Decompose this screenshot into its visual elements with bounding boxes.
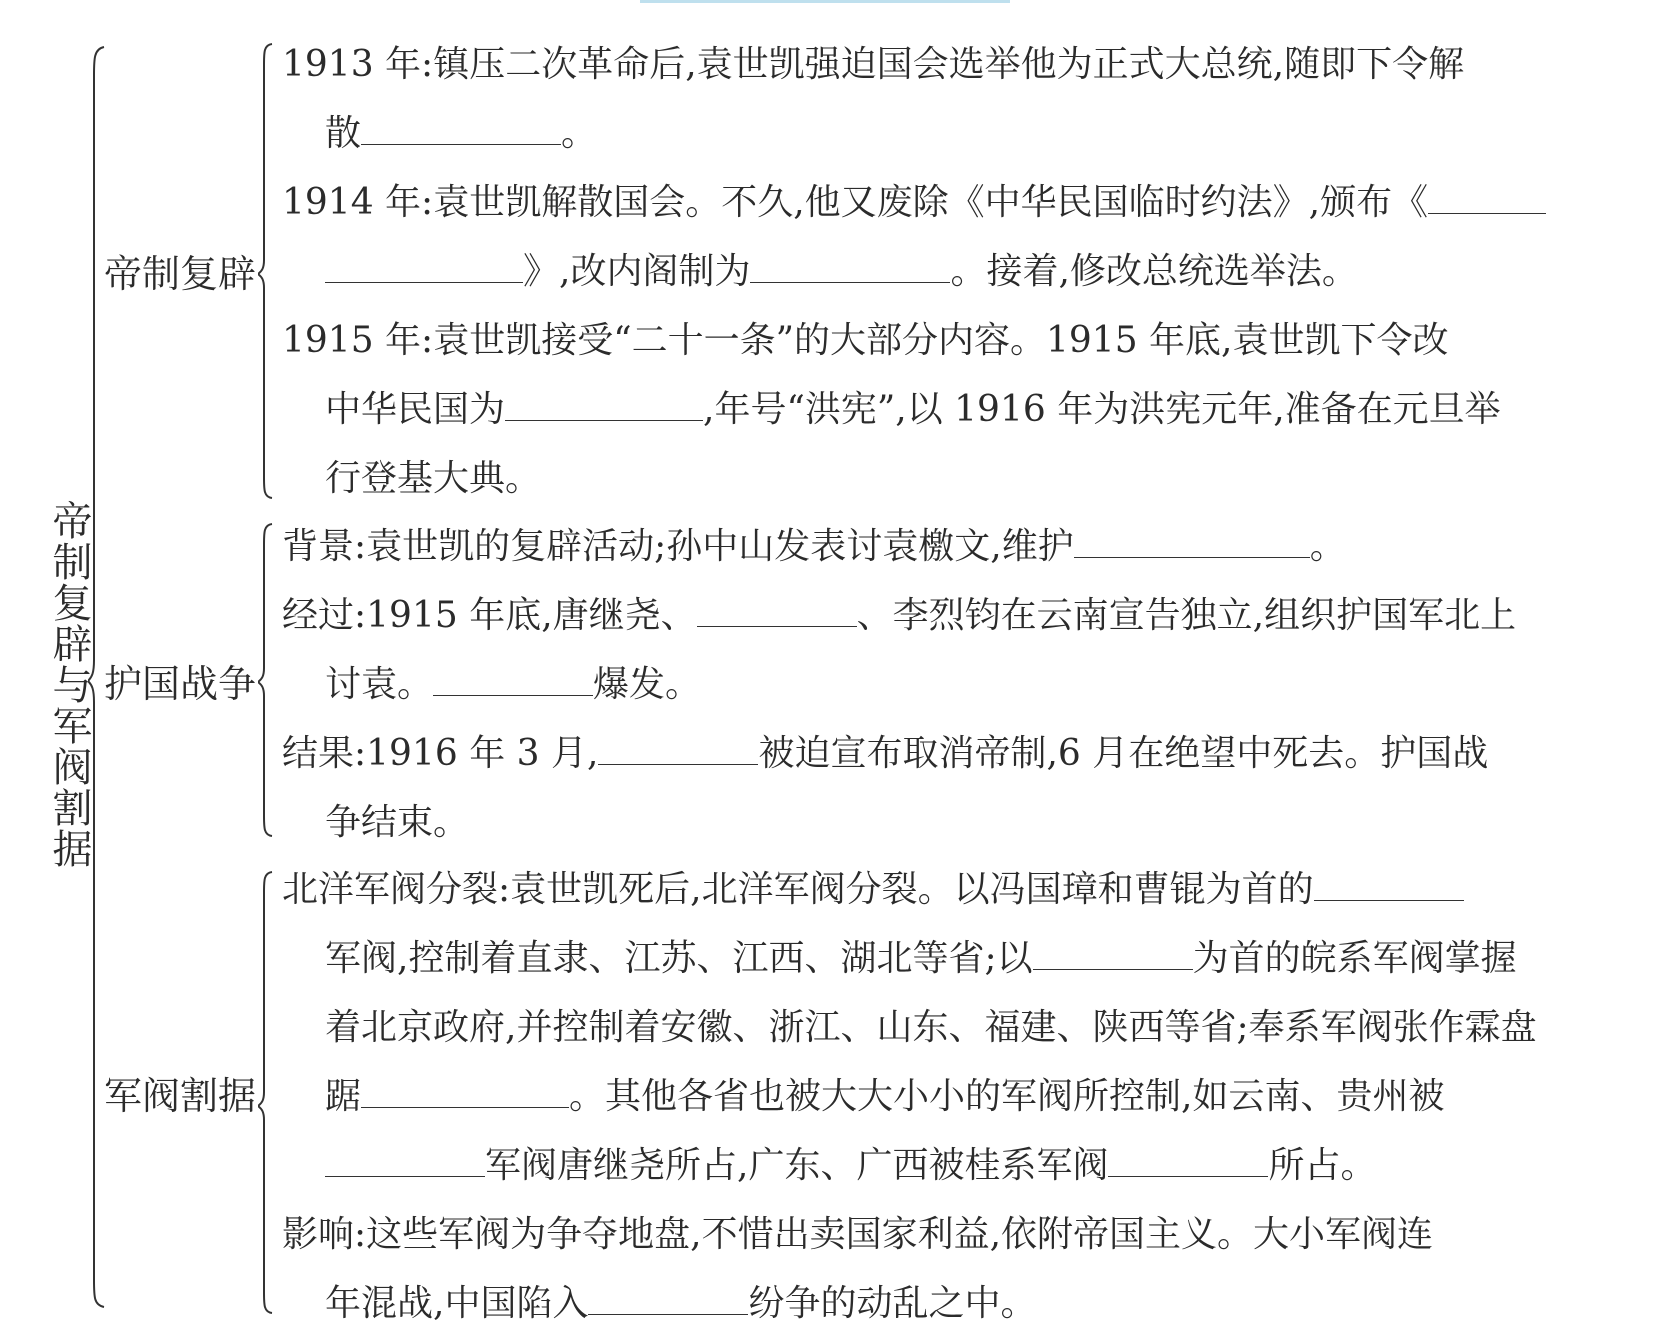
fill-blank[interactable]	[1108, 1146, 1268, 1177]
text-line: 1913 年:镇压二次革命后,袁世凯强迫国会选举他为正式大总统,随即下令解	[282, 44, 1465, 85]
fill-blank[interactable]	[1314, 870, 1464, 901]
fill-blank[interactable]	[361, 1077, 569, 1108]
text-line: 经过:1915 年底,唐继尧、 、李烈钧在云南宣告独立,组织护国军北上	[282, 595, 1517, 636]
fill-blank[interactable]	[433, 665, 593, 696]
fill-blank[interactable]	[588, 1284, 748, 1315]
fill-blank[interactable]	[325, 252, 523, 283]
text-line: 散 。	[325, 113, 598, 154]
fill-blank[interactable]	[1074, 527, 1310, 558]
text-line: 军阀,控制着直隶、江苏、江西、湖北等省;以 为首的皖系军阀掌握	[325, 938, 1517, 979]
fill-blank[interactable]	[1428, 183, 1546, 214]
text-line: 踞 。其他各省也被大大小小的军阀所控制,如云南、贵州被	[325, 1076, 1445, 1117]
text-line: 年混战,中国陷入 纷争的动乱之中。	[325, 1283, 1037, 1324]
text-line: 军阀唐继尧所占,广东、广西被桂系军阀 所占。	[325, 1144, 1376, 1188]
category-warlords: 军阀割据	[104, 1074, 257, 1118]
bracket-war	[258, 522, 274, 838]
fill-blank[interactable]	[598, 734, 758, 765]
text-line: 着北京政府,并控制着安徽、浙江、山东、福建、陕西等省;奉系军阀张作霖盘	[325, 1007, 1537, 1048]
text-line: 争结束。	[325, 802, 470, 843]
text-line: 影响:这些军阀为争夺地盘,不惜出卖国家利益,依附帝国主义。大小军阀连	[282, 1214, 1434, 1255]
fill-blank[interactable]	[505, 390, 703, 421]
fill-blank[interactable]	[325, 1146, 485, 1177]
category-war: 护国战争	[104, 662, 257, 706]
page-title: 帝制复辟与军阀割据	[46, 500, 92, 869]
bracket-restoration	[258, 42, 274, 500]
fill-blank[interactable]	[361, 114, 561, 145]
text-line: 中华民国为 ,年号“洪宪”,以 1916 年为洪宪元年,准备在元旦举	[325, 389, 1501, 430]
text-line: 讨袁。 爆发。	[325, 664, 702, 705]
text-line: 行登基大典。	[325, 458, 542, 499]
fill-blank[interactable]	[750, 252, 950, 283]
text-line: 结果:1916 年 3 月, 被迫宣布取消帝制,6 月在绝望中死去。护国战	[282, 733, 1489, 774]
text-line: 1914 年:袁世凯解散国会。不久,他又废除《中华民国临时约法》,颁布《	[282, 181, 1546, 225]
fill-blank[interactable]	[1033, 939, 1193, 970]
text-line: 1915 年:袁世凯接受“二十一条”的大部分内容。1915 年底,袁世凯下令改	[282, 320, 1449, 361]
fill-blank[interactable]	[697, 596, 857, 627]
top-accent-bar	[640, 0, 1010, 3]
bracket-warlords	[258, 870, 274, 1315]
category-restoration: 帝制复辟	[104, 252, 257, 296]
text-line: 北洋军阀分裂:袁世凯死后,北洋军阀分裂。以冯国璋和曹锟为首的	[282, 868, 1464, 912]
text-line: 》,改内阁制为 。接着,修改总统选举法。	[325, 250, 1358, 294]
text-line: 背景:袁世凯的复辟活动;孙中山发表讨袁檄文,维护 。	[282, 526, 1346, 567]
